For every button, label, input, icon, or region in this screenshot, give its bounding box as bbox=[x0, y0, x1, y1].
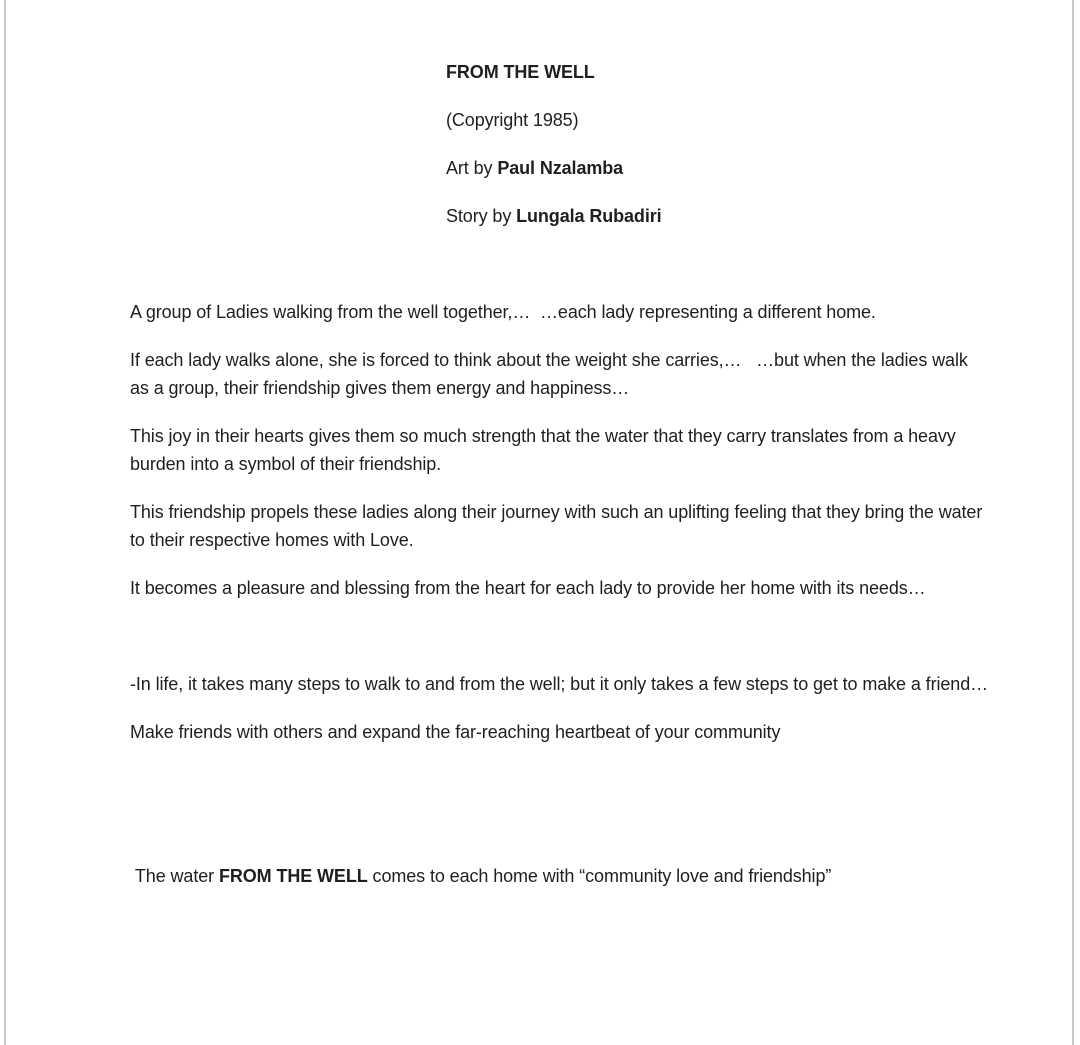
blank-paragraph bbox=[0, 622, 1080, 670]
closing-bold-title: FROM THE WELL bbox=[218, 866, 368, 886]
paragraph-1: A group of Ladies walking from the well together,… …each lady representing a different home. bbox=[130, 302, 876, 322]
story-credit-name: Lungala Rubadiri bbox=[516, 206, 662, 226]
paragraph-3: This joy in their hearts gives them so much strength that the water that they carry translates from a heavy burden into a symbol of their friendship. bbox=[130, 426, 961, 474]
paragraph-2: If each lady walks alone, she is forced to think about the weight she carries,… …but when the ladies walk as a group, their friendship gives them energy and happiness… bbox=[130, 350, 973, 398]
document-title-text: FROM THE WELL bbox=[446, 62, 595, 82]
art-credit-line bbox=[446, 154, 1080, 182]
closing-line bbox=[130, 862, 990, 890]
page-right-border bbox=[1072, 0, 1074, 1045]
paragraph-6: -In life, it takes many steps to walk to and from the well; but it only takes a few steps to get to make a friend… bbox=[130, 674, 989, 694]
copyright-line: (Copyright 1985) bbox=[446, 110, 579, 130]
art-credit-name: Paul Nzalamba bbox=[497, 158, 624, 178]
story-credit-line bbox=[446, 202, 1080, 230]
blank-paragraph bbox=[0, 250, 1080, 298]
art-credit-prefix: Art by bbox=[446, 158, 498, 178]
blank-paragraphs bbox=[0, 766, 1080, 862]
page-left-border bbox=[4, 0, 6, 1045]
paragraph-4: This friendship propels these ladies along their journey with such an uplifting feeling that they bring the water to their respective homes with Love. bbox=[130, 502, 988, 550]
paragraph-7: Make friends with others and expand the far-reaching heartbeat of your community bbox=[130, 722, 781, 742]
title-block bbox=[0, 58, 1080, 230]
closing-prefix: The water bbox=[130, 866, 219, 886]
paragraph-5: It becomes a pleasure and blessing from the heart for each lady to provide her home with its needs… bbox=[130, 578, 926, 598]
closing-suffix: comes to each home with “community love and friendship” bbox=[367, 866, 832, 886]
story-credit-prefix: Story by bbox=[446, 206, 517, 226]
document-title bbox=[446, 58, 1080, 86]
